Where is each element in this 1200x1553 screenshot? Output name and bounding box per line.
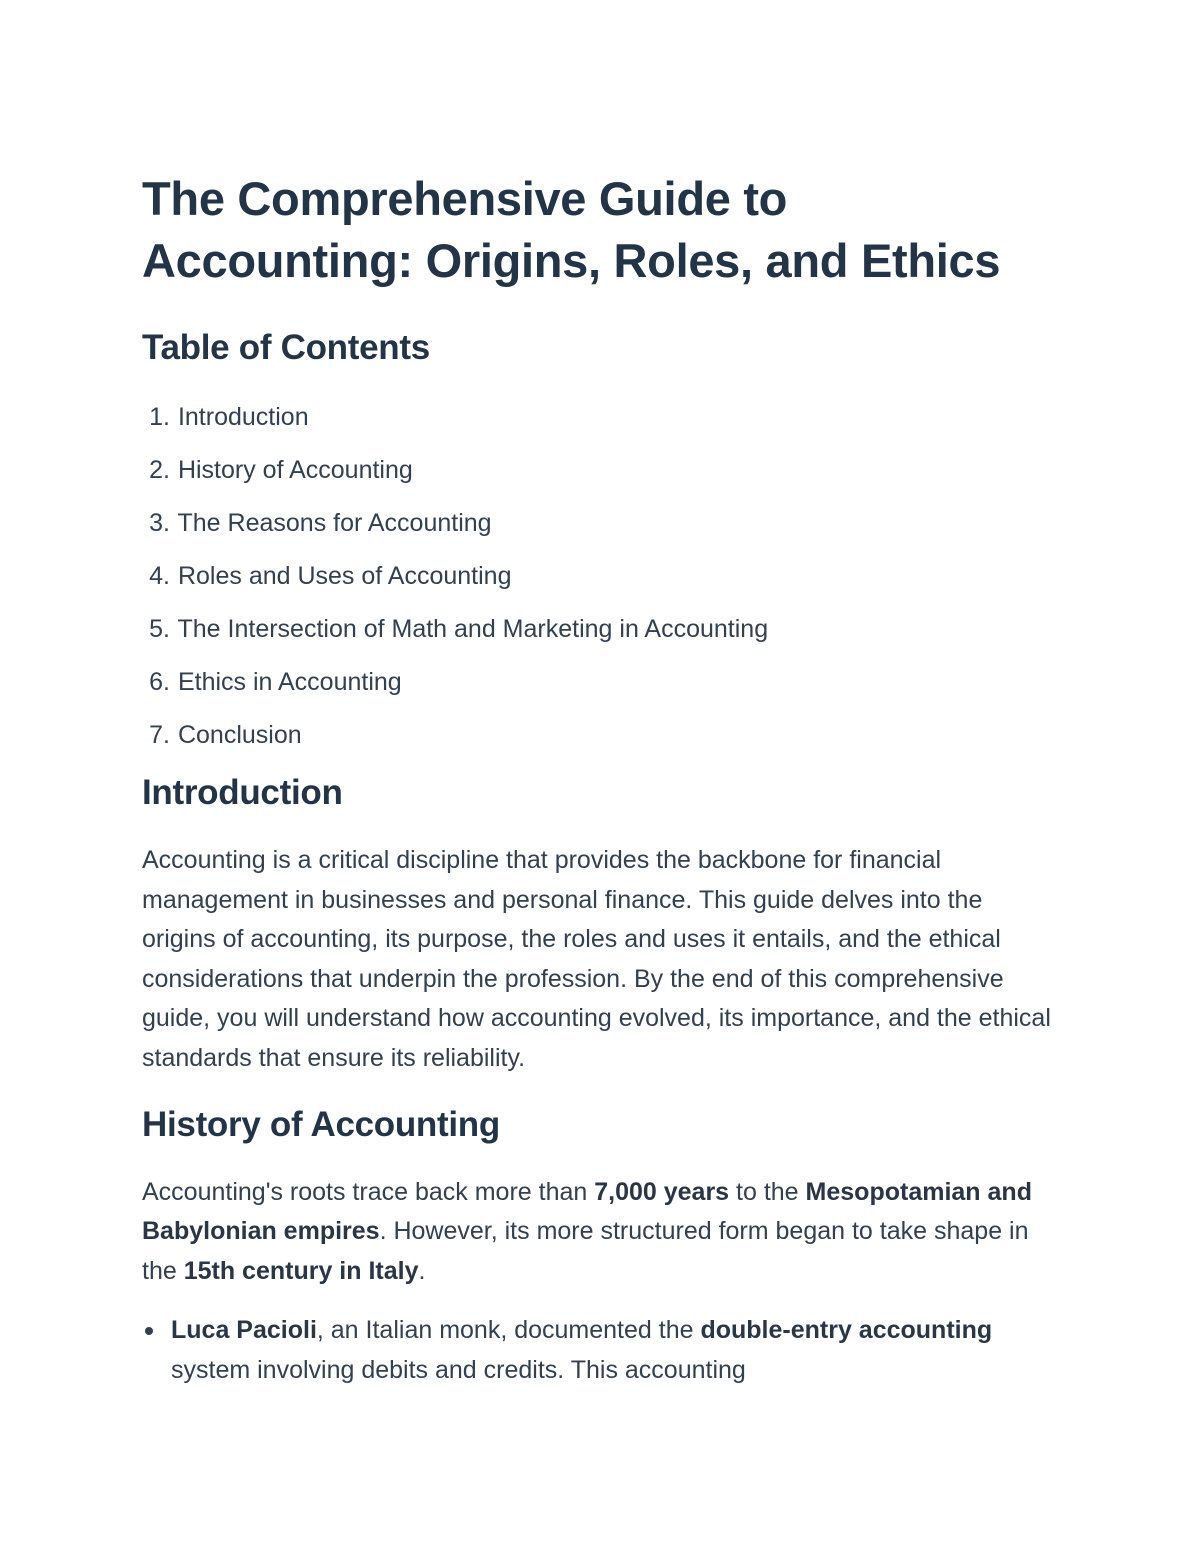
introduction-paragraph: Accounting is a critical discipline that provides the backbone for financial management in businesses and personal finance. This guide delves into the origins of accounting, its purpose, the roles and uses it entails, and the ethical considerations that underpin the profession. By the end of this comprehensive guide, you will understand how accounting evolved, its importance, and the ethical standards that ensure its reliability.	[142, 846, 1051, 1072]
toc-item-ethics[interactable]: 6. Ethics in Accounting	[149, 668, 402, 696]
toc-item-conclusion[interactable]: 7. Conclusion	[149, 721, 302, 749]
document-title: The Comprehensive Guide to Accounting: Origins, Roles, and Ethics	[142, 172, 1001, 287]
introduction-heading: Introduction	[142, 773, 343, 812]
toc-item-roles-uses[interactable]: 4. Roles and Uses of Accounting	[149, 562, 512, 590]
emphasis-double-entry: double-entry accounting	[700, 1316, 993, 1345]
toc-item-math-marketing[interactable]: 5. The Intersection of Math and Marketing in Accounting	[149, 615, 769, 643]
toc-item-reasons[interactable]: 3. The Reasons for Accounting	[149, 509, 492, 537]
toc-item-introduction[interactable]: 1. Introduction	[149, 403, 309, 431]
list-item: Luca Pacioli, an Italian monk, documented the double-entry accounting system involving debits and credits. This accounting	[142, 1311, 1062, 1390]
emphasis-luca-pacioli: Luca Pacioli	[171, 1316, 317, 1345]
history-paragraph: Accounting's roots trace back more than 7,000 years to the Mesopotamian and Babylonian empires. However, its more structured form began to take shape in the 15th century in Italy.	[142, 1177, 1032, 1285]
history-heading: History of Accounting	[142, 1104, 500, 1144]
emphasis-mesopotamian-babylonian: Mesopotamian and Babylonian empires	[142, 1177, 1032, 1246]
emphasis-15th-century-italy: 15th century in Italy	[183, 1256, 419, 1285]
toc-heading: Table of Contents	[142, 328, 430, 367]
table-of-contents	[142, 400, 1062, 752]
emphasis-7000-years: 7,000 years	[594, 1177, 730, 1206]
document-page	[142, 168, 1062, 1391]
history-bullet-list	[142, 1311, 1062, 1390]
toc-item-history[interactable]: 2. History of Accounting	[149, 456, 413, 484]
